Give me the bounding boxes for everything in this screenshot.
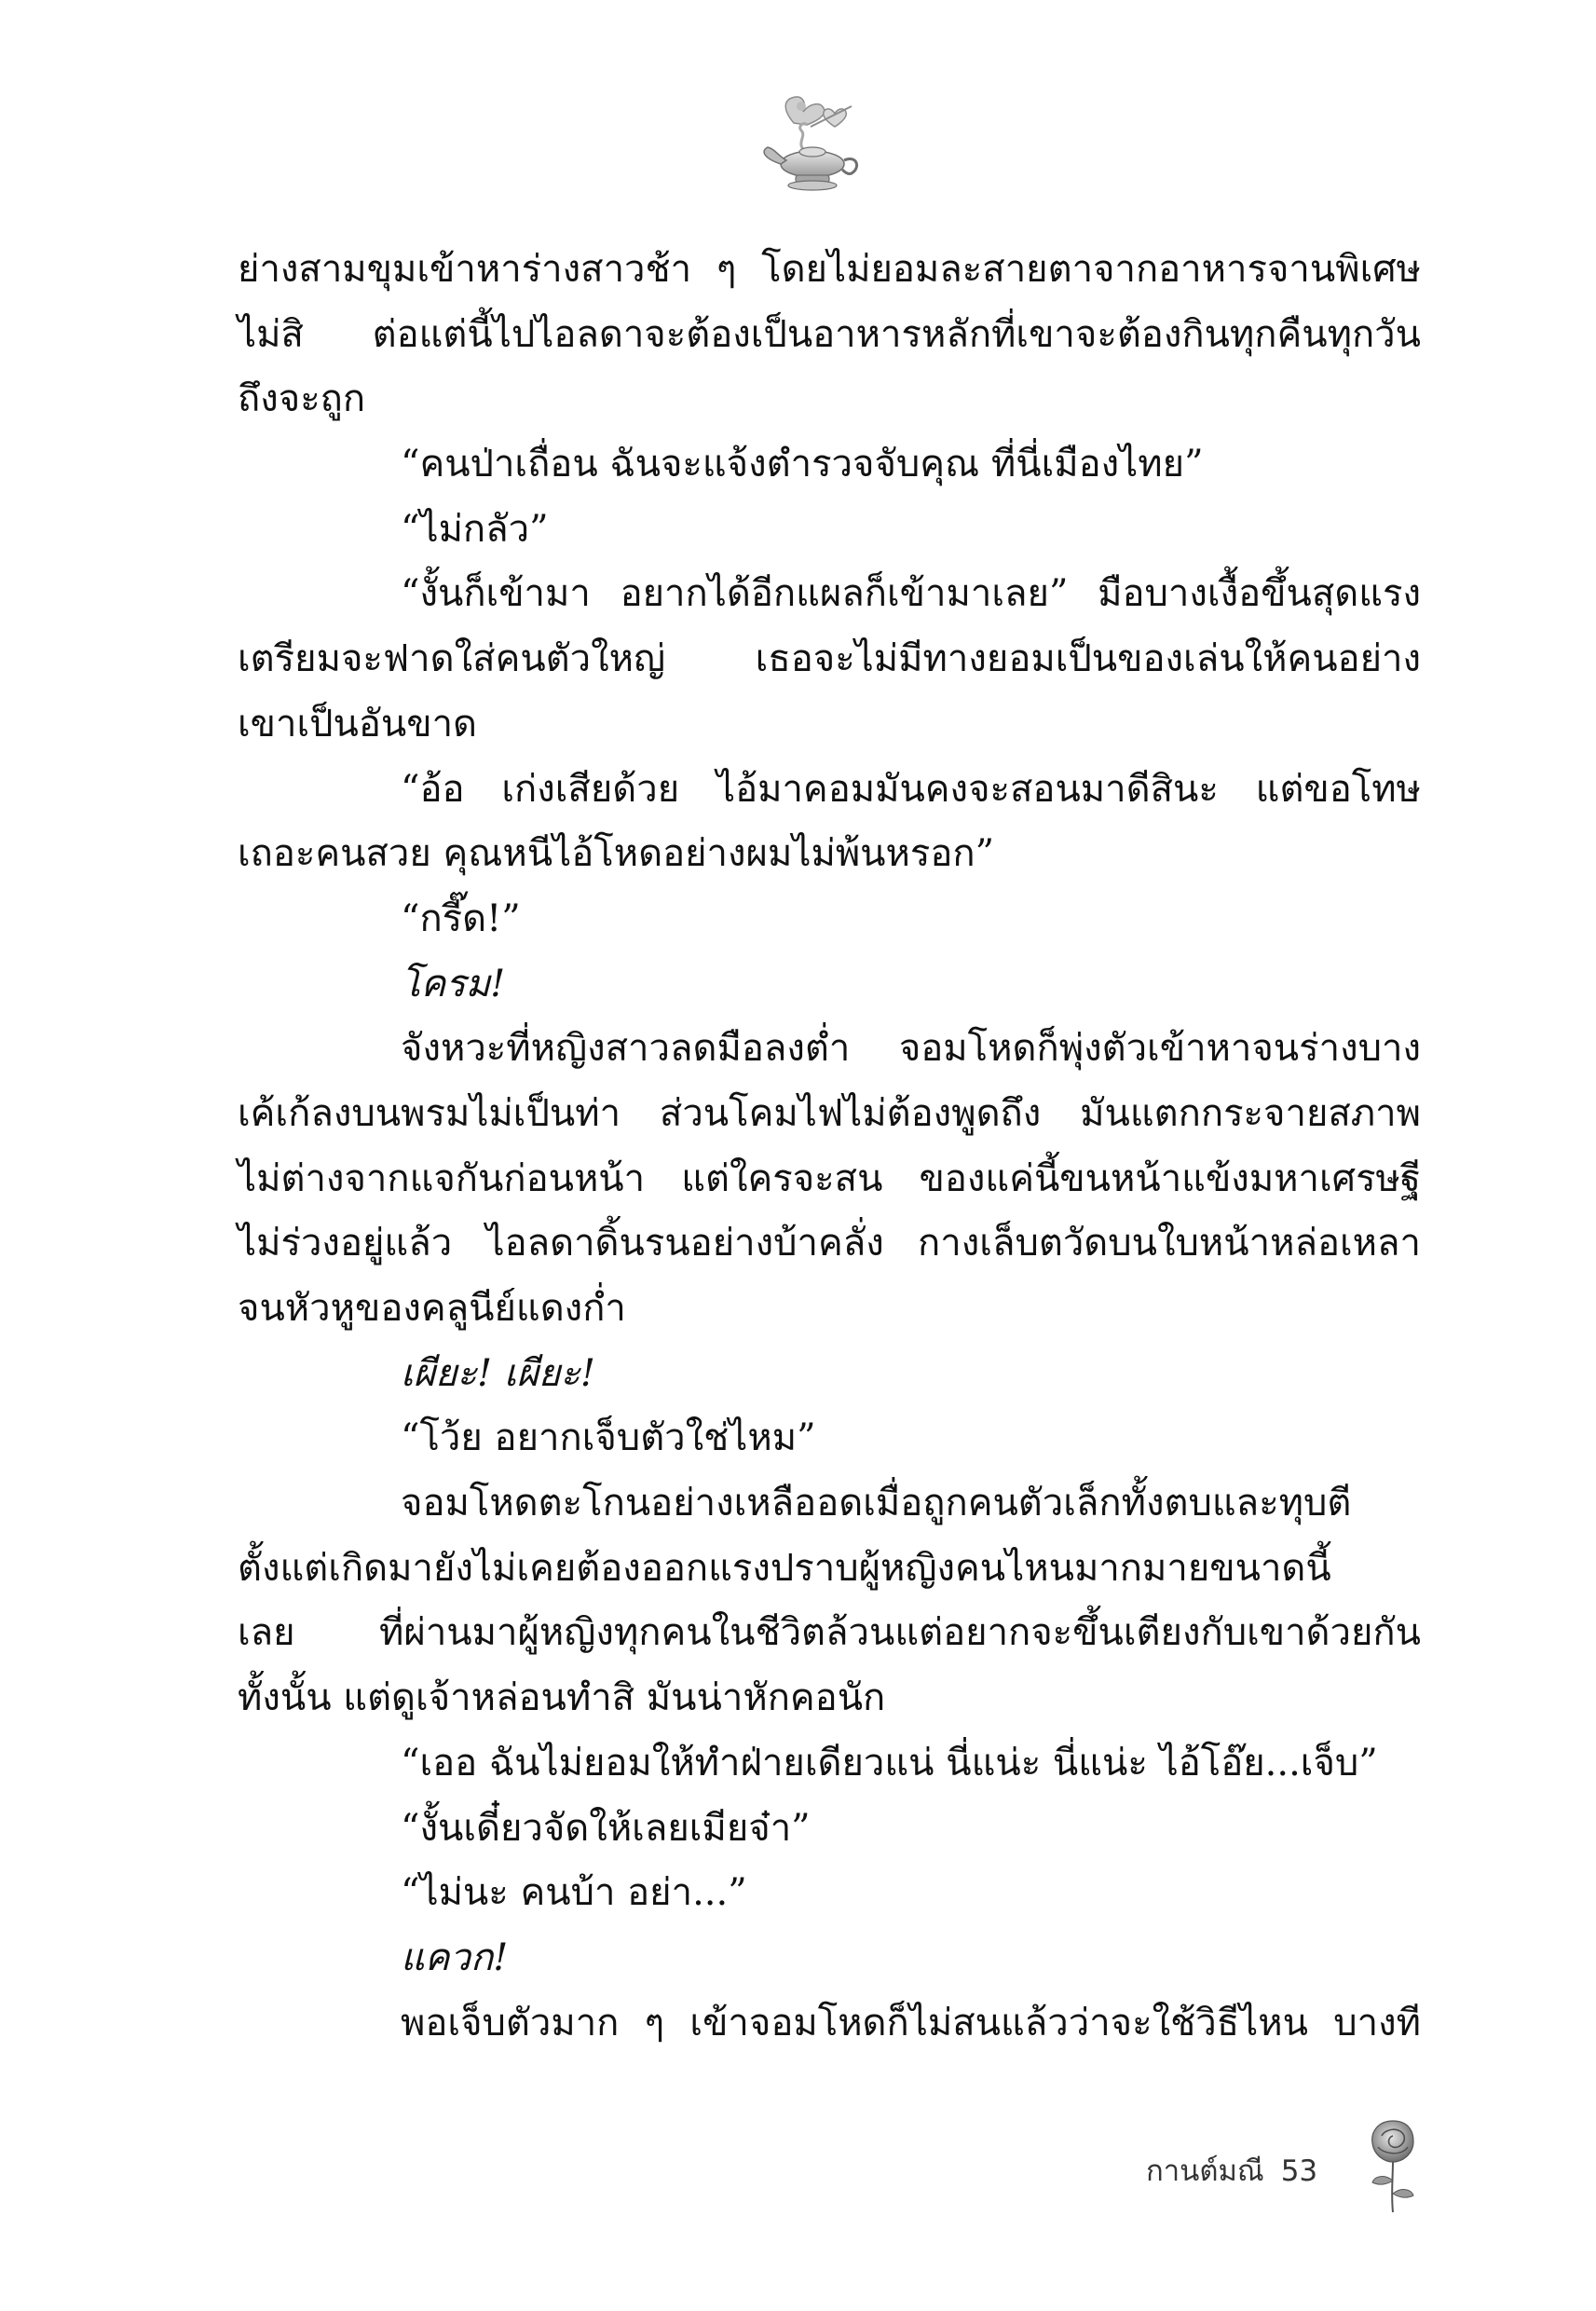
dialogue-line: “กรี๊ด!” — [401, 896, 521, 940]
dialogue-line: “ไม่นะ คนบ้า อย่า...” — [401, 1871, 747, 1915]
paragraph-line: เขาเป็นอันขาด — [238, 702, 478, 745]
dialogue-line: “อ้อ เก่งเสียด้วย ไอ้มาคอมมันคงจะสอนมาดีสินะ แต่ขอโทษ — [401, 767, 1421, 811]
paragraph-line: เตรียมจะฟาดใส่คนตัวใหญ่ เธอจะไม่มีทางยอมเป็นของเล่นให้คนอย่าง — [238, 637, 1421, 681]
paragraph-line: “งั้นก็เข้ามา อยากได้อีกแผลก็เข้ามาเลย” มือบางเงื้อขึ้นสุดแรง — [401, 572, 1421, 616]
sound-effect-line: โครม! — [401, 962, 506, 1005]
dialogue-line: “คนป่าเถื่อน ฉันจะแจ้งตำรวจจับคุณ ที่นี่เมืองไทย” — [401, 443, 1204, 486]
sound-effect-line: เผียะ! เผียะ! — [401, 1351, 595, 1395]
book-title: กานต์มณี — [1146, 2154, 1264, 2188]
magic-lamp-ornament-icon — [755, 93, 866, 196]
paragraph-line: จังหวะที่หญิงสาวลดมือลงต่ำ จอมโหดก็พุ่งตัวเข้าหาจนร่างบาง — [401, 1027, 1421, 1071]
paragraph-line: ย่างสามขุมเข้าหาร่างสาวช้า ๆ โดยไม่ยอมละสายตาจากอาหารจานพิเศษ — [238, 248, 1421, 291]
dialogue-line: “งั้นเดี๋ยวจัดให้เลยเมียจ๋า” — [401, 1806, 811, 1850]
dialogue-line: “โว้ย อยากเจ็บตัวใช่ไหม” — [401, 1416, 816, 1460]
paragraph-line: ไม่ต่างจากแจกันก่อนหน้า แต่ใครจะสน ของแค่นี้ขนหน้าแข้งมหาเศรษฐี — [238, 1156, 1421, 1200]
dialogue-line: “ไม่กลัว” — [401, 507, 549, 551]
paragraph-line: เลย ที่ผ่านมาผู้หญิงทุกคนในชีวิตล้วนแต่อยากจะขึ้นเตียงกับเขาด้วยกัน — [238, 1611, 1421, 1655]
paragraph-line: จนหัวหูของคลูนีย์แดงก่ำ — [238, 1287, 626, 1330]
dialogue-line: “เออ ฉันไม่ยอมให้ทำฝ่ายเดียวแน่ นี่แน่ะ นี่แน่ะ ไอ้โอ๊ย...เจ็บ” — [401, 1741, 1378, 1785]
page-footer — [1146, 2143, 1370, 2199]
paragraph-line: ถึงจะถูก — [238, 377, 366, 421]
paragraph-line: พอเจ็บตัวมาก ๆ เข้าจอมโหดก็ไม่สนแล้วว่าจะใช้วิธีไหน บางที — [401, 2001, 1421, 2044]
paragraph-line: เค้เก้ลงบนพรมไม่เป็นท่า ส่วนโคมไฟไม่ต้องพูดถึง มันแตกกระจายสภาพ — [238, 1091, 1421, 1135]
rose-ornament-icon — [1365, 2115, 1421, 2218]
paragraph-line: ไม่สิ ต่อแต่นี้ไปไอลดาจะต้องเป็นอาหารหลักที่เขาจะต้องกินทุกคืนทุกวัน — [238, 312, 1421, 356]
paragraph-line: เถอะคนสวย คุณหนีไอ้โหดอย่างผมไม่พ้นหรอก” — [238, 832, 995, 876]
paragraph-line: ตั้งแต่เกิดมายังไม่เคยต้องออกแรงปราบผู้หญิงคนไหนมากมายขนาดนี้ — [238, 1546, 1331, 1590]
paragraph-line: จอมโหดตะโกนอย่างเหลืออดเมื่อถูกคนตัวเล็กทั้งตบและทุบตี — [401, 1482, 1352, 1525]
page-number: 53 — [1280, 2154, 1318, 2188]
sound-effect-line: แควก! — [401, 1935, 509, 1979]
paragraph-line: ไม่ร่วงอยู่แล้ว ไอลดาดิ้นรนอย่างบ้าคลั่ง กางเล็บตวัดบนใบหน้าหล่อเหลา — [238, 1222, 1421, 1265]
paragraph-line: ทั้งนั้น แต่ดูเจ้าหล่อนทำสิ มันน่าหักคอนัก — [238, 1676, 886, 1720]
body-text — [238, 238, 1421, 2056]
